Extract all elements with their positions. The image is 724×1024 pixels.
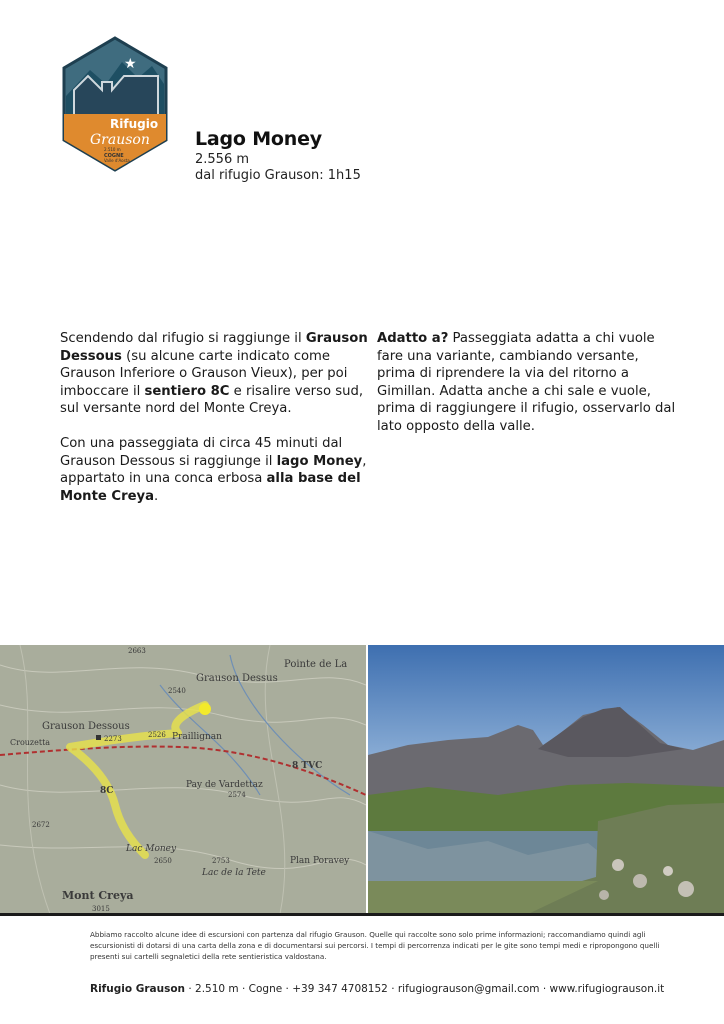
altitude: 2.556 m	[195, 152, 250, 167]
svg-text:2650: 2650	[154, 857, 172, 865]
footer-divider	[0, 913, 724, 916]
svg-text:Grauson Dessus: Grauson Dessus	[196, 673, 278, 684]
suitability-column	[377, 330, 677, 453]
svg-text:Lac Money: Lac Money	[126, 844, 177, 854]
svg-text:Grauson Dessous: Grauson Dessous	[42, 721, 130, 732]
svg-text:Praillignan: Praillignan	[172, 732, 222, 742]
paragraph-lake: Con una passeggiata di circa 45 minuti dal Grauson Dessous si raggiunge il lago Money, appartato in una conca erbosa alla base del Monte Creya.	[60, 435, 367, 504]
trail-map-image	[0, 645, 366, 914]
svg-text:Pointe de La: Pointe de La	[284, 659, 348, 670]
svg-text:2526: 2526	[148, 731, 166, 739]
svg-text:2273: 2273	[104, 735, 122, 743]
svg-text:★: ★	[124, 56, 137, 72]
svg-text:Lac de la Tete: Lac de la Tete	[202, 868, 266, 878]
walk-time: dal rifugio Grauson: 1h15	[195, 168, 361, 183]
header	[195, 128, 361, 184]
svg-text:Mont Creya: Mont Creya	[62, 889, 134, 902]
logo-altitude: 2.510 m	[104, 147, 121, 152]
svg-text:2672: 2672	[32, 821, 50, 829]
svg-text:2540: 2540	[168, 687, 186, 695]
footer-name: Rifugio Grauson	[90, 983, 186, 995]
logo-region: Valle d'Aosta	[104, 158, 130, 163]
paragraph-route: Scendendo dal rifugio si raggiunge il Grauson Dessous (su alcune carte indicato come Grauson Inferiore o Grauson Vieux), per poi imboccare il sentiero 8C e risalire verso sud, sul versante nord del Monte Creya.	[60, 331, 368, 417]
logo-name-rifugio: Rifugio	[110, 117, 159, 131]
logo-town: COGNE	[104, 153, 124, 159]
svg-text:8C: 8C	[100, 786, 114, 796]
footer-details: · 2.510 m · Cogne · +39 347 4708152 · rifugiograuson@gmail.com · www.rifugiograuson.it	[185, 983, 665, 995]
disclaimer-text: Abbiamo raccolto alcune idee di escursioni con partenza dal rifugio Grauson. Quelle qui raccolte sono solo prime informazioni; raccomandiamo quindi agli escursionisti di dotarsi di una carta della zona e di documentarsi sui percorsi. I tempi di percorrenza indicati per le gite sono tempi medi e ripropongono quelli presenti sui cartelli segnaletici della rete sentieristica valdostana.	[90, 930, 660, 961]
svg-text:2574: 2574	[228, 791, 246, 799]
svg-text:2753: 2753	[212, 857, 230, 865]
description-column	[60, 330, 368, 522]
rifugio-grauson-logo	[60, 36, 170, 172]
paragraph-suitability: Adatto a? Passeggiata adatta a chi vuole fare una variante, cambiando versante, prima di riprendere la via del ritorno a Gimillan. Adatta anche a chi sale e vuole, prima di raggiungere il rifugio, osservarlo dal lato opposto della valle.	[377, 331, 676, 434]
svg-text:2663: 2663	[128, 647, 146, 655]
svg-text:Pay de Vardettaz: Pay de Vardettaz	[186, 780, 263, 790]
lake-money-photo	[368, 645, 724, 914]
page-title: Lago Money	[195, 128, 322, 150]
logo-name-grauson: Grauson	[90, 132, 150, 148]
svg-text:Plan Poravey: Plan Poravey	[290, 856, 350, 866]
svg-text:3015: 3015	[92, 905, 110, 913]
svg-text:Crouzetta: Crouzetta	[10, 738, 51, 747]
footer-contacts	[90, 983, 664, 995]
image-strip	[0, 645, 724, 916]
svg-text:8 TVC: 8 TVC	[292, 761, 323, 771]
